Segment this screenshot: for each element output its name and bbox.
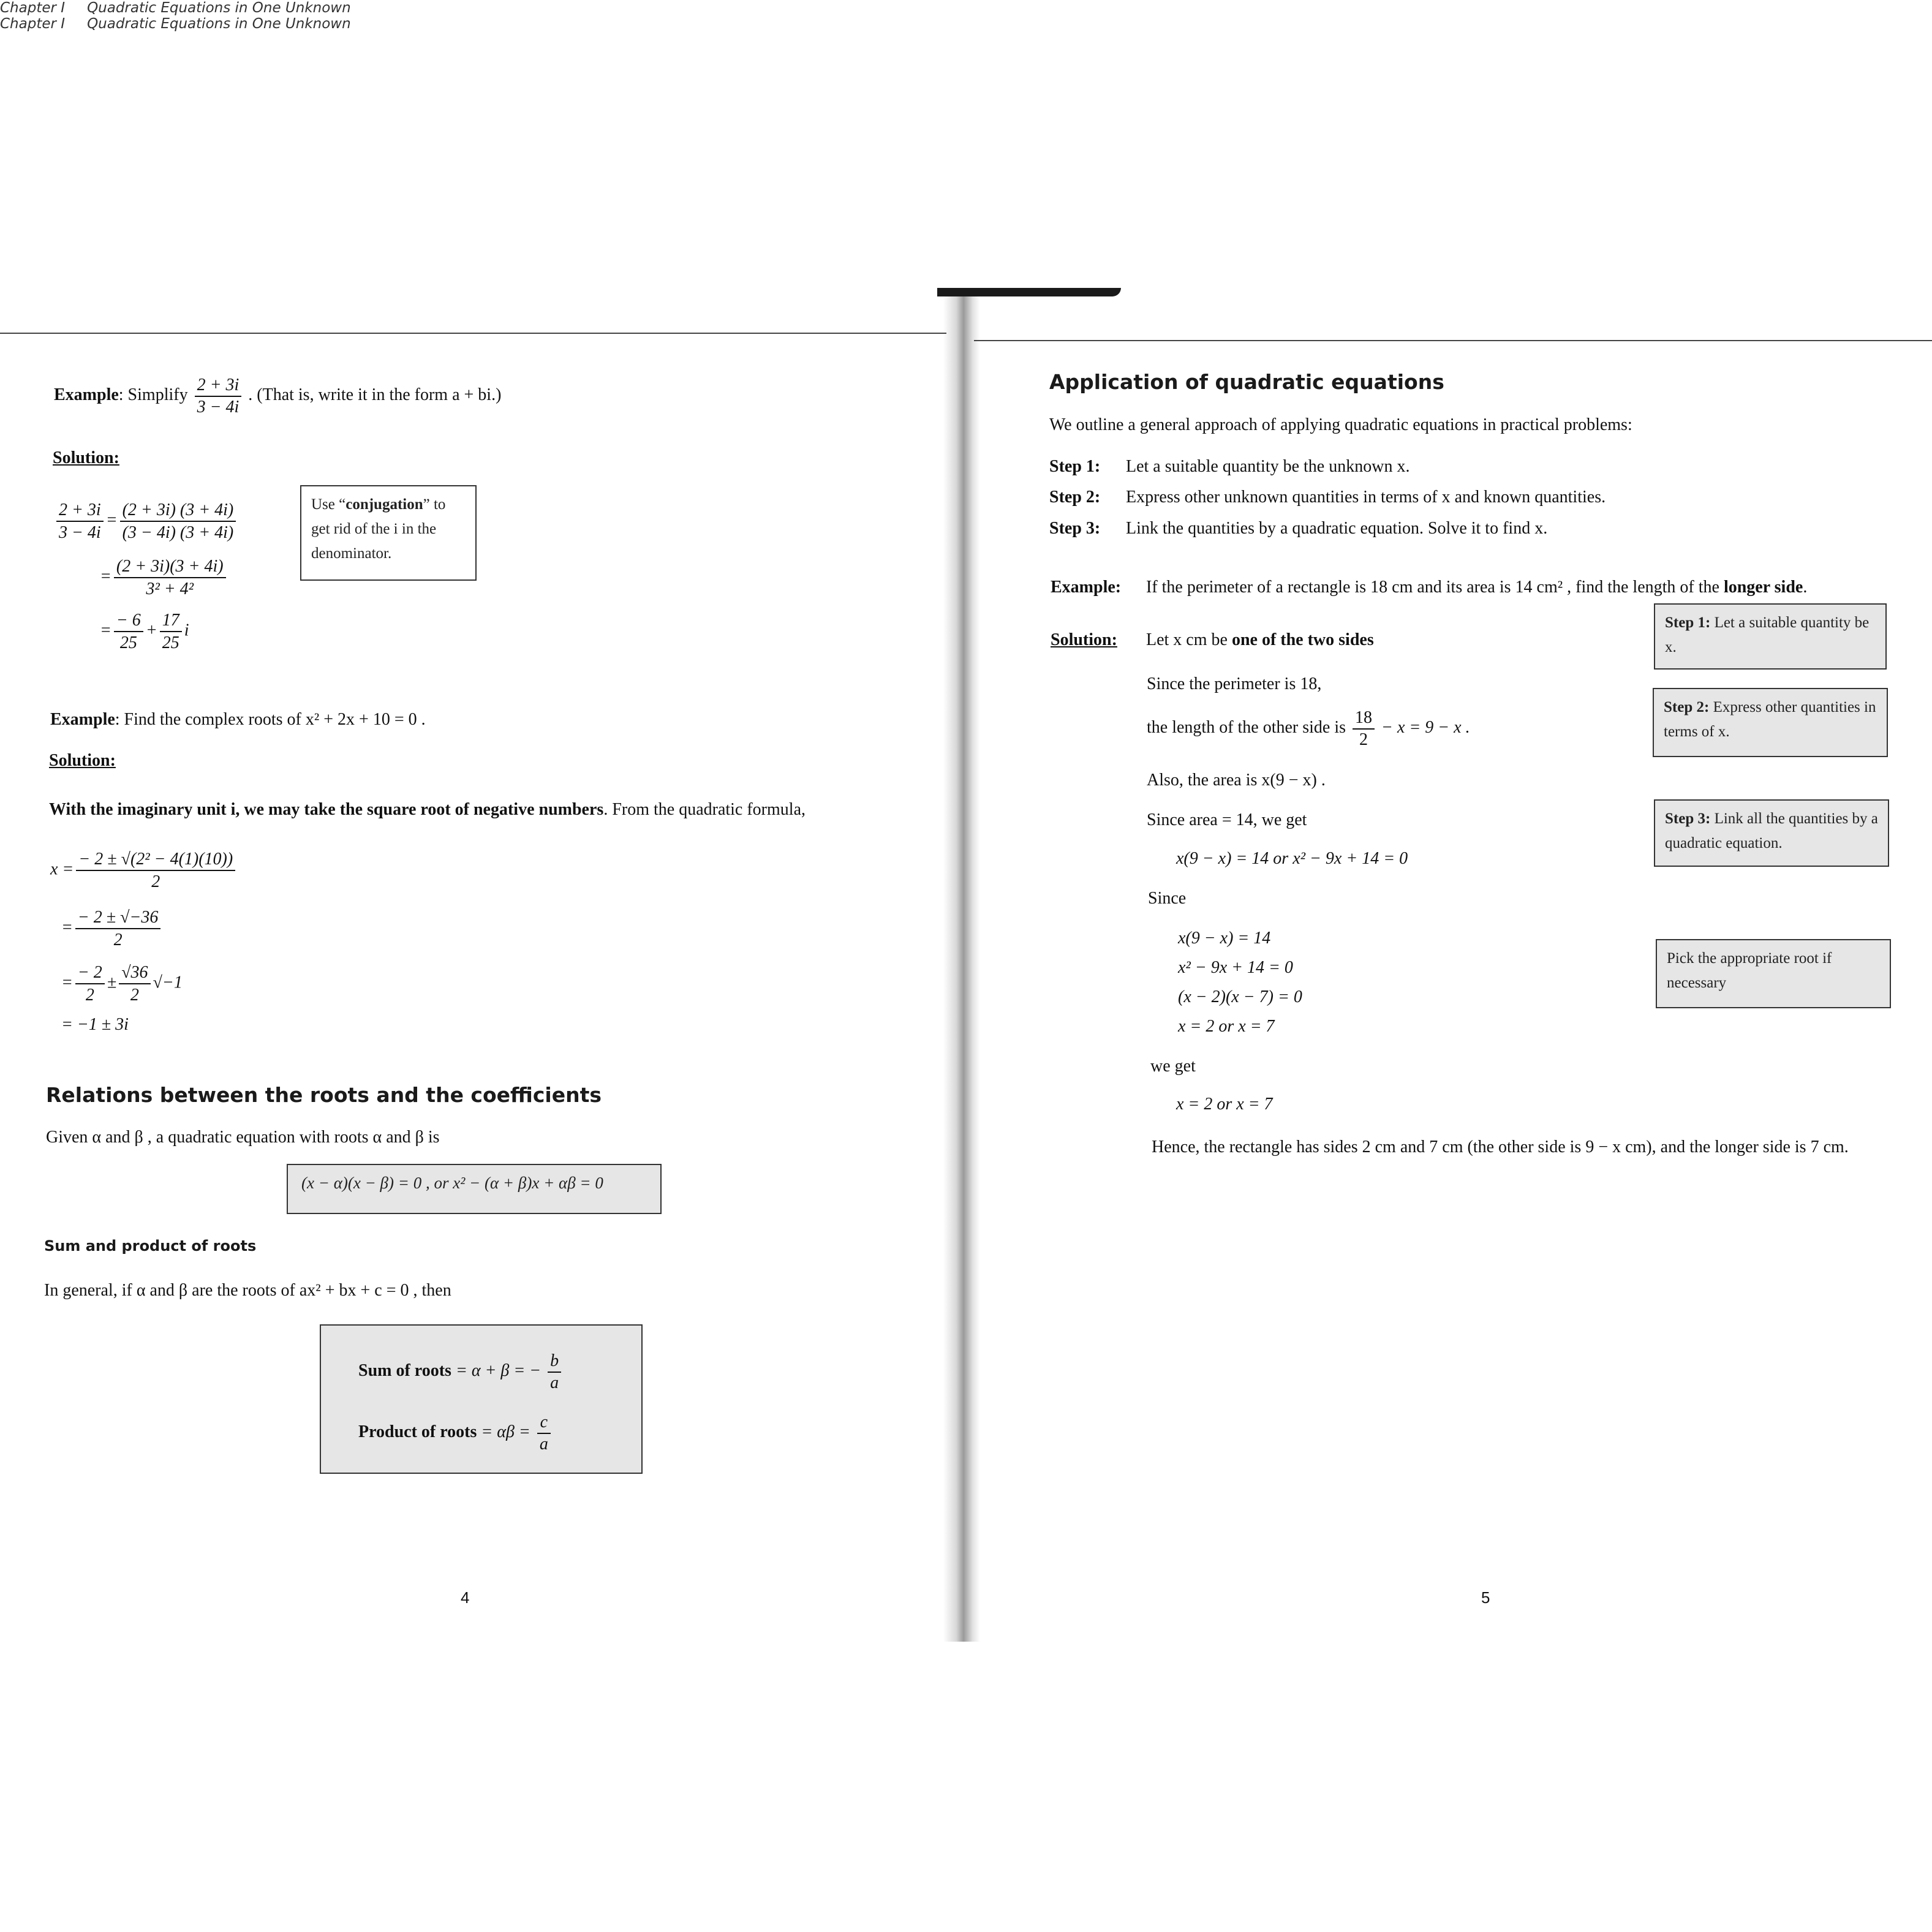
other-side-den: 2 xyxy=(1359,730,1368,749)
application-intro: We outline a general approach of applying quadratic equations in practical problems: xyxy=(1049,415,1632,434)
qf3b-num: √36 xyxy=(119,962,150,984)
root-equation-box: (x − α)(x − β) = 0 , or x² − (α + β)x + αβ = 0 xyxy=(287,1164,662,1214)
step-3-text: Link the quantities by a quadratic equation. Solve it to find x. xyxy=(1126,519,1548,538)
perimeter-text: Since the perimeter is 18, xyxy=(1147,674,1322,693)
note-step1-bold: Step 1: xyxy=(1665,614,1711,631)
example1-fraction xyxy=(195,375,242,417)
product-of-roots xyxy=(358,1412,553,1454)
step-3 xyxy=(1049,518,1547,539)
step-3-label: Step 3: xyxy=(1049,519,1101,538)
product-of-roots-label: Product of roots xyxy=(358,1422,477,1442)
note-step2 xyxy=(1653,688,1888,757)
sum-num: b xyxy=(548,1351,561,1373)
we-get-text: we get xyxy=(1150,1057,1196,1076)
work-line-4: x = 2 or x = 7 xyxy=(1178,1017,1275,1036)
conj-note-post: ” to get rid of the i in the denominator. xyxy=(311,496,446,562)
left-header xyxy=(0,0,1932,16)
qf2-num: − 2 ± √−36 xyxy=(75,907,161,929)
imaginary-unit-bold: With the imaginary unit i, we may take the square root of negative numbers xyxy=(49,800,604,819)
qf1-fraction xyxy=(76,848,235,892)
step-2 xyxy=(1049,487,1606,508)
qf3b-den: 2 xyxy=(130,986,139,1005)
solution3-row xyxy=(1051,630,1374,651)
left-header-chapter: Chapter I xyxy=(0,0,66,16)
imaginary-unit-text xyxy=(49,799,806,820)
example1-denominator: 3 − 4i xyxy=(197,397,240,417)
other-side-fraction xyxy=(1353,708,1375,750)
note-step1 xyxy=(1654,603,1887,670)
sol1-step2-fraction xyxy=(114,556,226,600)
sum-of-roots-label: Sum of roots xyxy=(358,1361,451,1381)
sol1-step3a-num: − 6 xyxy=(114,609,143,632)
qf3a-num: − 2 xyxy=(75,962,105,984)
sol1-lhs-den: 3 − 4i xyxy=(59,523,101,542)
binding-shadow xyxy=(937,288,1121,296)
qf2-fraction xyxy=(75,907,161,951)
since-text: Since xyxy=(1148,889,1187,908)
step-1-text: Let a suitable quantity be the unknown x. xyxy=(1126,457,1410,476)
quadratic-formula-line4: = −1 ± 3i xyxy=(61,1015,129,1034)
example1-numerator: 2 + 3i xyxy=(195,375,242,397)
conj-note-pre: Use “ xyxy=(311,496,346,513)
equation-line: x(9 − x) = 14 or x² − 9x + 14 = 0 xyxy=(1176,849,1408,868)
sol1-lhs-fraction xyxy=(56,499,104,543)
conj-note-bold: conjugation xyxy=(345,496,423,513)
quadratic-formula-line1: x = $\frac{\text{− 2 ± √(2² − 4(1)(10))}}{2}$ xyxy=(50,848,238,892)
example3-text: If the perimeter of a rectangle is 18 cm and its area is 14 cm² , find the length of the xyxy=(1146,578,1724,597)
solution2-label: Solution: xyxy=(49,751,116,770)
note-step3-text: Link all the quantities by a quadratic equation. xyxy=(1665,810,1878,851)
left-header-title: Quadratic Equations in One Unknown xyxy=(87,0,351,16)
product-of-roots-expr: = αβ = xyxy=(481,1422,530,1442)
step-2-label: Step 2: xyxy=(1049,488,1101,507)
sol1-step2-den: 3² + 4² xyxy=(146,579,194,598)
sol1-step2-num: (2 + 3i)(3 + 4i) xyxy=(114,556,226,578)
product-fraction xyxy=(537,1412,551,1454)
relations-heading: Relations between the roots and the coefficients xyxy=(46,1083,602,1107)
right-header-rule xyxy=(974,340,1932,341)
example3-statement xyxy=(1051,577,1807,598)
work-line-3: (x − 2)(x − 7) = 0 xyxy=(1178,987,1302,1006)
note-step2-text: Express other quantities in terms of x. xyxy=(1664,699,1876,740)
sol1-step3b-num: 17 xyxy=(160,609,182,632)
example2-text: : Find the complex roots of x² + 2x + 10 = 0 . xyxy=(115,710,426,729)
other-side-text xyxy=(1147,708,1470,750)
quadratic-formula-line2: = $\frac{- 2 \pm √-36}{2}$ xyxy=(61,907,163,951)
solution1-line1: $\frac{2 + 3i}{3 - 4i}$ = $\frac{(2 + 3i) (3 + 4i)}{(3 - 4i) (3 + 4i)}$ xyxy=(54,499,238,543)
imaginary-unit-tail: . From the quadratic formula, xyxy=(603,800,806,819)
sum-fraction xyxy=(548,1351,561,1393)
step-1 xyxy=(1049,456,1409,477)
note-step2-bold: Step 2: xyxy=(1664,699,1710,715)
product-num: c xyxy=(537,1412,551,1434)
example3-bold: longer side xyxy=(1723,578,1803,597)
let-text: Let x cm be xyxy=(1146,630,1232,649)
right-page-number: 5 xyxy=(1481,1588,1490,1607)
example1-label: Example xyxy=(54,385,119,405)
qf3-tail: √−1 xyxy=(153,973,183,992)
qf3a-fraction xyxy=(75,962,105,1006)
sol1-step3b-fraction xyxy=(160,609,182,654)
area-text: Also, the area is x(9 − x) . xyxy=(1147,771,1326,790)
sum-of-roots-expr: = α + β = − xyxy=(455,1361,541,1381)
example3-end: . xyxy=(1803,578,1808,597)
qf3b-fraction xyxy=(119,962,150,1006)
example2-statement xyxy=(50,709,426,730)
note-pick-root: Pick the appropriate root if necessary xyxy=(1656,939,1891,1008)
note-step1-text: Let a suitable quantity be x. xyxy=(1665,614,1870,655)
step-2-text: Express other unknown quantities in terms of x and known quantities. xyxy=(1126,488,1606,507)
sum-den: a xyxy=(550,1373,559,1392)
example1-text: : Simplify xyxy=(118,385,188,405)
left-header-rule xyxy=(0,333,946,334)
sum-of-roots xyxy=(358,1351,564,1393)
quadratic-formula-line3: = $\frac{- 2}{2}$ ± $\frac{√36}{2}$ √−1 xyxy=(61,963,183,1005)
solution1-label: Solution: xyxy=(53,448,119,467)
solution3-label: Solution: xyxy=(1051,630,1117,649)
sol1-step1-fraction xyxy=(120,499,236,543)
note-step3-bold: Step 3: xyxy=(1665,810,1711,827)
qf3a-den: 2 xyxy=(85,986,94,1005)
area14-text: Since area = 14, we get xyxy=(1147,810,1307,829)
qf2-den: 2 xyxy=(113,930,123,949)
step-1-label: Step 1: xyxy=(1049,457,1101,476)
example1-statement xyxy=(54,375,501,417)
hence-text: Hence, the rectangle has sides 2 cm and 7 cm (the other side is 9 − x cm), and the longer side is 7 cm. xyxy=(1152,1138,1849,1157)
note-step3 xyxy=(1654,799,1889,867)
left-page-number: 4 xyxy=(461,1588,470,1607)
example2-label: Example xyxy=(50,710,115,729)
solution1-line3: = $\frac{- 6}{25}$ + $\frac{17}{25}$ i xyxy=(100,611,189,652)
qf1-den: 2 xyxy=(151,872,160,891)
sol1-step1-num: (2 + 3i) (3 + 4i) xyxy=(120,499,236,522)
right-header-title: Quadratic Equations in One Unknown xyxy=(87,16,351,32)
sol1-step3a-den: 25 xyxy=(119,633,137,652)
work-line-2: x² − 9x + 14 = 0 xyxy=(1178,958,1293,977)
right-header-chapter: Chapter I xyxy=(0,16,66,32)
conjugation-note xyxy=(300,485,477,581)
sol1-lhs-num: 2 + 3i xyxy=(56,499,104,522)
example3-label: Example: xyxy=(1051,578,1122,597)
let-bold: one of the two sides xyxy=(1231,630,1374,649)
result-line: x = 2 or x = 7 xyxy=(1176,1095,1273,1114)
general-text: In general, if α and β are the roots of ax² + bx + c = 0 , then xyxy=(44,1281,451,1300)
sum-product-heading: Sum and product of roots xyxy=(44,1237,257,1255)
qf1-num: − 2 ± √(2² − 4(1)(10)) xyxy=(76,848,235,871)
page-gutter xyxy=(943,288,980,1642)
application-heading: Application of quadratic equations xyxy=(1049,370,1444,394)
other-side-pre: the length of the other side is xyxy=(1147,718,1346,738)
right-header xyxy=(0,16,1932,32)
given-text: Given α and β , a quadratic equation with roots α and β is xyxy=(46,1128,440,1147)
other-side-num: 18 xyxy=(1353,708,1375,730)
sol1-step1-den: (3 − 4i) (3 + 4i) xyxy=(122,523,234,542)
sol1-step3a-fraction xyxy=(114,609,143,654)
solution1-line2: = $\frac{(2 + 3i)(3 + 4i)}{\text{3² + 4²}}$ xyxy=(100,556,228,600)
example1-tail: . (That is, write it in the form a + bi.) xyxy=(248,385,502,405)
product-den: a xyxy=(539,1434,548,1454)
work-line-1: x(9 − x) = 14 xyxy=(1178,929,1271,948)
sol1-step3b-den: 25 xyxy=(162,633,179,652)
other-side-post: − x = 9 − x . xyxy=(1381,718,1470,738)
